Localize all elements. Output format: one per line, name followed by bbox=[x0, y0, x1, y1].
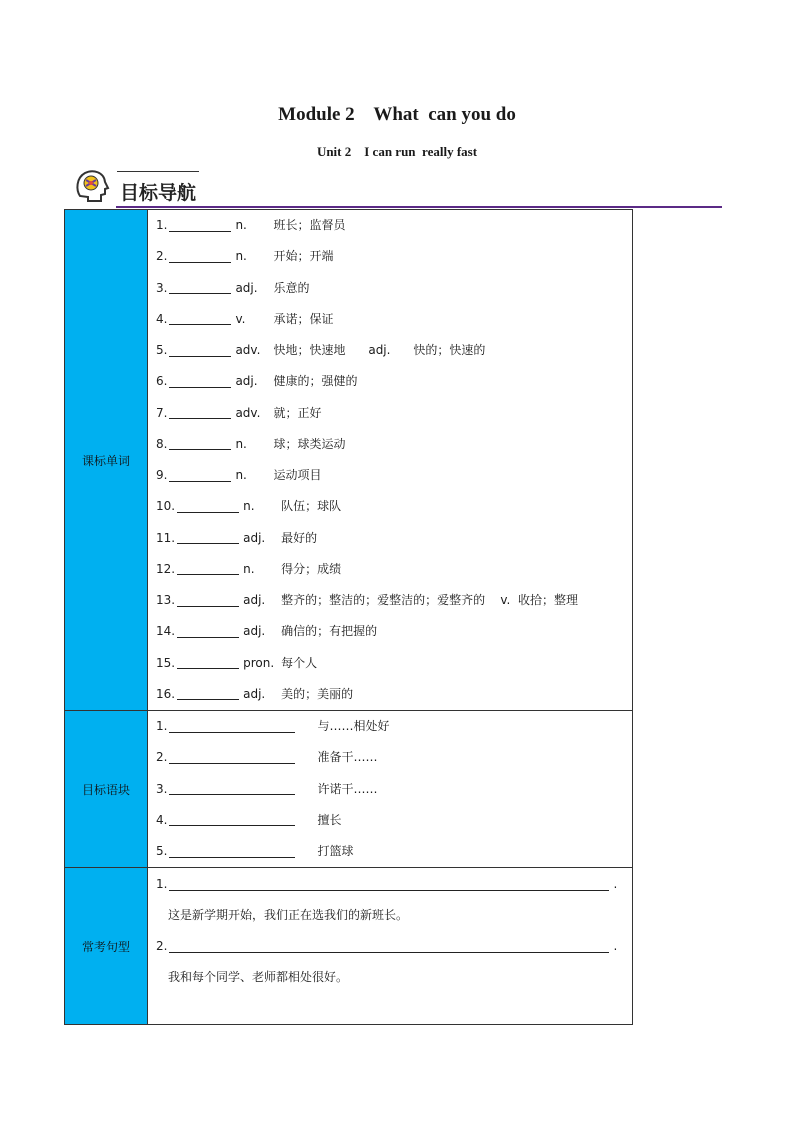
meaning: 许诺干…… bbox=[317, 781, 378, 796]
part-of-speech: adj. bbox=[243, 624, 266, 639]
sentences-section bbox=[65, 868, 633, 1025]
part-of-speech: adv. bbox=[235, 343, 261, 357]
item-number: 7. bbox=[156, 405, 168, 420]
phrase-list bbox=[148, 711, 633, 868]
meaning: 运动项目 bbox=[273, 468, 322, 482]
item-number: 12. bbox=[156, 561, 176, 576]
nav-top-line bbox=[117, 171, 199, 172]
part-of-speech: n. bbox=[235, 218, 247, 232]
item-number: 6. bbox=[156, 374, 168, 389]
item-number: 8. bbox=[156, 436, 168, 451]
item-number: 4. bbox=[156, 812, 168, 827]
answer-blank[interactable] bbox=[177, 501, 239, 513]
meaning: 每个人 bbox=[281, 655, 318, 670]
list-item bbox=[156, 742, 624, 773]
part-of-speech: v. bbox=[235, 311, 246, 326]
meaning: 整齐的；整洁的；爱整洁的；爱整齐的 v. 收拾；整理 bbox=[281, 593, 578, 607]
item-number: 2. bbox=[156, 249, 168, 264]
sentence-list bbox=[148, 868, 633, 1025]
list-item bbox=[156, 460, 624, 491]
item-number: 2. bbox=[156, 750, 168, 765]
list-item bbox=[156, 805, 624, 836]
nav-header bbox=[72, 166, 722, 210]
part-of-speech: n. bbox=[243, 499, 255, 514]
meaning: 最好的 bbox=[281, 530, 318, 545]
answer-blank[interactable] bbox=[169, 407, 231, 419]
list-item bbox=[156, 366, 624, 397]
answer-blank[interactable] bbox=[169, 752, 295, 764]
vocab-list bbox=[148, 210, 633, 711]
meaning: 快地；快速地 adj. 快的；快速的 bbox=[273, 343, 486, 357]
translation: 我和每个同学、老师都相处很好。 bbox=[168, 970, 349, 985]
meaning: 擅长 bbox=[317, 812, 342, 827]
list-item bbox=[156, 679, 624, 710]
item-number: 9. bbox=[156, 468, 168, 482]
item-number: 10. bbox=[156, 499, 176, 514]
answer-blank[interactable] bbox=[177, 688, 239, 700]
answer-blank[interactable] bbox=[169, 879, 609, 891]
answer-blank[interactable] bbox=[169, 220, 231, 232]
meaning: 美的；美丽的 bbox=[281, 686, 354, 701]
answer-blank[interactable] bbox=[169, 721, 295, 733]
list-item bbox=[156, 491, 624, 522]
answer-blank[interactable] bbox=[169, 282, 231, 294]
section-label-vocab: 课标单词 bbox=[65, 210, 148, 711]
meaning: 准备干…… bbox=[317, 750, 378, 765]
phrases-section bbox=[65, 711, 633, 868]
meaning: 队伍；球队 bbox=[281, 499, 342, 514]
item-number: 5. bbox=[156, 844, 168, 858]
meaning: 就；正好 bbox=[273, 405, 322, 420]
part-of-speech: adv. bbox=[235, 405, 261, 420]
part-of-speech: n. bbox=[235, 436, 247, 451]
answer-blank[interactable] bbox=[177, 626, 239, 638]
answer-blank[interactable] bbox=[169, 313, 231, 325]
item-number: 4. bbox=[156, 311, 168, 326]
item-number: 1. bbox=[156, 877, 168, 892]
answer-blank[interactable] bbox=[169, 814, 295, 826]
meaning: 打篮球 bbox=[317, 844, 354, 858]
list-item bbox=[156, 398, 624, 429]
answer-blank[interactable] bbox=[169, 251, 231, 263]
item-number: 3. bbox=[156, 280, 168, 295]
part-of-speech: adj. bbox=[243, 686, 266, 701]
list-item bbox=[156, 931, 624, 962]
meaning: 得分；成绩 bbox=[281, 561, 342, 576]
answer-blank[interactable] bbox=[169, 345, 231, 357]
list-item bbox=[156, 836, 624, 867]
list-item bbox=[156, 869, 624, 900]
answer-blank[interactable] bbox=[169, 846, 295, 858]
worksheet-table bbox=[64, 209, 633, 1025]
meaning: 承诺；保证 bbox=[273, 311, 334, 326]
list-item bbox=[156, 616, 624, 647]
meaning: 健康的；强健的 bbox=[273, 374, 358, 389]
meaning: 班长；监督员 bbox=[273, 218, 346, 232]
list-item bbox=[156, 523, 624, 554]
section-label-phrases: 目标语块 bbox=[65, 711, 148, 868]
list-item bbox=[156, 429, 624, 460]
answer-blank[interactable] bbox=[177, 563, 239, 575]
answer-blank[interactable] bbox=[169, 783, 295, 795]
answer-blank[interactable] bbox=[177, 532, 239, 544]
item-number: 1. bbox=[156, 218, 168, 232]
part-of-speech: pron. bbox=[243, 655, 275, 670]
meaning: 球；球类运动 bbox=[273, 436, 346, 451]
item-number: 3. bbox=[156, 781, 168, 796]
list-item bbox=[156, 273, 624, 304]
part-of-speech: n. bbox=[243, 561, 255, 576]
sentence-end: . bbox=[613, 939, 618, 954]
item-number: 15. bbox=[156, 655, 176, 670]
vocab-section bbox=[65, 210, 633, 711]
sentence-end: . bbox=[613, 877, 618, 892]
brain-head-icon bbox=[72, 166, 112, 206]
page-title: Module 2 What can you do bbox=[278, 104, 516, 125]
list-item bbox=[156, 554, 624, 585]
answer-blank[interactable] bbox=[177, 595, 239, 607]
item-number: 16. bbox=[156, 686, 176, 701]
meaning: 乐意的 bbox=[273, 280, 310, 295]
part-of-speech: adj. bbox=[243, 530, 266, 545]
part-of-speech: adj. bbox=[243, 593, 266, 607]
item-number: 1. bbox=[156, 719, 168, 733]
meaning: 确信的；有把握的 bbox=[281, 624, 378, 639]
translation: 这是新学期开始，我们正在选我们的新班长。 bbox=[168, 908, 409, 923]
list-item bbox=[156, 210, 624, 241]
item-number: 5. bbox=[156, 343, 168, 357]
list-item bbox=[156, 585, 624, 616]
list-item bbox=[156, 774, 624, 805]
item-number: 2. bbox=[156, 939, 168, 954]
item-number: 14. bbox=[156, 624, 176, 639]
list-item bbox=[156, 304, 624, 335]
nav-underline bbox=[116, 206, 722, 208]
part-of-speech: n. bbox=[235, 249, 247, 264]
list-item bbox=[156, 335, 624, 366]
list-item bbox=[156, 648, 624, 679]
answer-blank[interactable] bbox=[169, 470, 231, 482]
part-of-speech: adj. bbox=[235, 280, 258, 295]
part-of-speech: n. bbox=[235, 468, 247, 482]
list-item bbox=[156, 711, 624, 742]
meaning: 与……相处好 bbox=[317, 719, 390, 733]
item-number: 13. bbox=[156, 593, 176, 607]
section-label-sentences: 常考句型 bbox=[65, 868, 148, 1025]
part-of-speech: adj. bbox=[235, 374, 258, 389]
meaning: 开始；开端 bbox=[273, 249, 334, 264]
answer-blank[interactable] bbox=[169, 376, 231, 388]
answer-blank[interactable] bbox=[177, 657, 239, 669]
answer-blank[interactable] bbox=[169, 941, 609, 953]
nav-title: 目标导航 bbox=[120, 182, 197, 204]
item-number: 11. bbox=[156, 530, 176, 545]
list-item bbox=[156, 241, 624, 272]
answer-blank[interactable] bbox=[169, 438, 231, 450]
page-subtitle: Unit 2 I can run really fast bbox=[316, 144, 478, 159]
